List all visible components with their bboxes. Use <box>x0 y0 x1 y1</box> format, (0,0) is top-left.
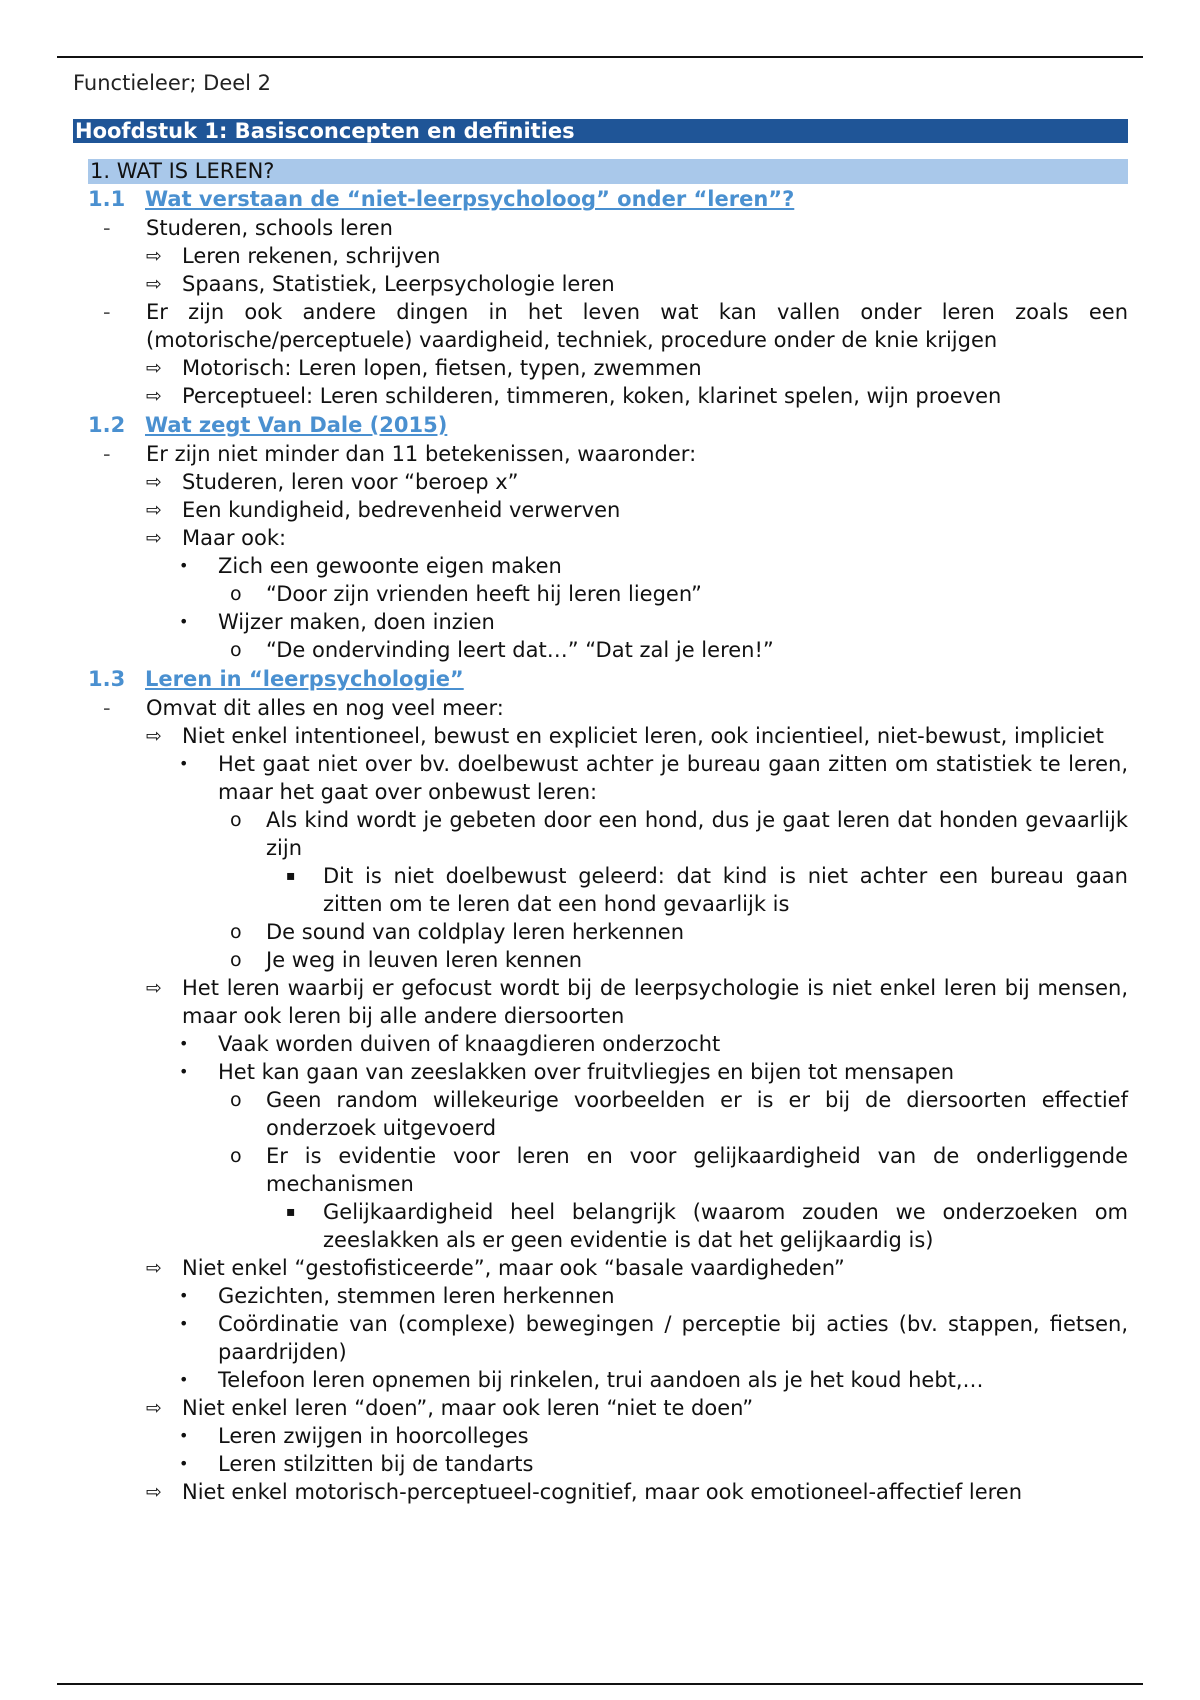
list-item: o Je weg in leuven leren kennen <box>230 948 583 972</box>
subsection-heading-1-3 <box>88 664 1128 694</box>
subsection-number: 1.3 <box>88 667 126 691</box>
dash-marker: - <box>103 696 111 720</box>
list-item: ⇨ Leren rekenen, schrijven <box>146 244 441 268</box>
bullet-marker: • <box>179 754 189 773</box>
bullet-marker: • <box>179 1454 189 1473</box>
arrow-icon: ⇨ <box>146 1397 162 1419</box>
list-item: ▪ Gelijkaardigheid heel belangrijk (waarom zouden we onderzoeken om zeeslakken als er geen evidentie is dat het gelijkaardig is) <box>286 1200 1128 1252</box>
document-header: Functieleer; Deel 2 <box>73 71 272 95</box>
subsection-number: 1.2 <box>88 413 126 437</box>
list-item: • Leren stilzitten bij de tandarts <box>179 1452 534 1476</box>
subsection-title: Leren in “leerpsychologie” <box>145 667 464 691</box>
list-item: - Studeren, schools leren <box>103 216 393 240</box>
subsection-title: Wat zegt Van Dale (2015) <box>145 413 448 437</box>
square-marker: ▪ <box>286 868 296 884</box>
bullet-marker: • <box>179 556 189 575</box>
list-item: o Geen random willekeurige voorbeelden er is er bij de diersoorten effectief onderzoek uitgevoerd <box>230 1088 1128 1140</box>
list-item: • Wijzer maken, doen inzien <box>179 610 495 634</box>
arrow-icon: ⇨ <box>146 357 162 379</box>
list-item: ⇨ Een kundigheid, bedrevenheid verwerven <box>146 498 621 522</box>
bottom-rule <box>57 1683 1143 1685</box>
bullet-marker: • <box>179 1034 189 1053</box>
bullet-marker: • <box>179 1062 189 1081</box>
list-item: - Er zijn niet minder dan 11 betekenissen, waaronder: <box>103 442 697 466</box>
list-item: ⇨ Niet enkel “gestofisticeerde”, maar ook “basale vaardigheden” <box>146 1256 845 1280</box>
arrow-icon: ⇨ <box>146 1257 162 1279</box>
list-item: ⇨ Niet enkel motorisch-perceptueel-cognitief, maar ook emotioneel-affectief leren <box>146 1480 1023 1504</box>
top-rule <box>57 56 1143 58</box>
subsection-number: 1.1 <box>88 187 126 211</box>
arrow-icon: ⇨ <box>146 385 162 407</box>
circle-marker: o <box>230 1145 242 1167</box>
bullet-marker: • <box>179 612 189 631</box>
section-heading: 1. WAT IS LEREN? <box>88 159 1128 184</box>
list-item: ⇨ Spaans, Statistiek, Leerpsychologie leren <box>146 272 615 296</box>
list-item: - Er zijn ook andere dingen in het leven wat kan vallen onder leren zoals een (motorische/perceptuele) vaardigheid, techniek, procedure onder de knie krijgen <box>103 300 1128 352</box>
circle-marker: o <box>230 639 242 661</box>
chapter-heading: Hoofdstuk 1: Basisconcepten en definities <box>73 119 1128 143</box>
circle-marker: o <box>230 1089 242 1111</box>
dash-marker: - <box>103 216 111 240</box>
square-marker: ▪ <box>286 1204 296 1220</box>
list-item: o De sound van coldplay leren herkennen <box>230 920 685 944</box>
arrow-icon: ⇨ <box>146 499 162 521</box>
subsection-heading-1-2 <box>88 410 1128 440</box>
list-item: o “De ondervinding leert dat…” “Dat zal je leren!” <box>230 638 774 662</box>
list-item: • Vaak worden duiven of knaagdieren onderzocht <box>179 1032 721 1056</box>
list-item: • Leren zwijgen in hoorcolleges <box>179 1424 529 1448</box>
arrow-icon: ⇨ <box>146 273 162 295</box>
list-item: ⇨ Het leren waarbij er gefocust wordt bij de leerpsychologie is niet enkel leren bij mensen, maar ook leren bij alle andere diersoorten <box>146 976 1128 1028</box>
list-item: ⇨ Niet enkel intentioneel, bewust en expliciet leren, ook incientieel, niet-bewust, impliciet <box>146 724 1104 748</box>
list-item: o “Door zijn vrienden heeft hij leren liegen” <box>230 582 702 606</box>
list-item: ▪ Dit is niet doelbewust geleerd: dat kind is niet achter een bureau gaan zitten om te leren dat een hond gevaarlijk is <box>286 864 1128 916</box>
arrow-icon: ⇨ <box>146 977 162 999</box>
list-item: ⇨ Perceptueel: Leren schilderen, timmeren, koken, klarinet spelen, wijn proeven <box>146 384 1002 408</box>
list-item: o Er is evidentie voor leren en voor gelijkaardigheid van de onderliggende mechanismen <box>230 1144 1128 1196</box>
list-item: ⇨ Studeren, leren voor “beroep x” <box>146 470 519 494</box>
list-item: o Als kind wordt je gebeten door een hond, dus je gaat leren dat honden gevaarlijk zijn <box>230 808 1128 860</box>
list-item: • Zich een gewoonte eigen maken <box>179 554 562 578</box>
arrow-icon: ⇨ <box>146 527 162 549</box>
bullet-marker: • <box>179 1314 189 1333</box>
arrow-icon: ⇨ <box>146 1481 162 1503</box>
bullet-marker: • <box>179 1370 189 1389</box>
dash-marker: - <box>103 300 111 324</box>
list-item: • Het kan gaan van zeeslakken over fruitvliegjes en bijen tot mensapen <box>179 1060 955 1084</box>
subsection-heading-1-1 <box>88 184 1128 214</box>
list-item: • Gezichten, stemmen leren herkennen <box>179 1284 615 1308</box>
list-item: ⇨ Motorisch: Leren lopen, fietsen, typen, zwemmen <box>146 356 702 380</box>
subsection-title: Wat verstaan de “niet-leerpsycholoog” onder “leren”? <box>145 187 795 211</box>
document-body <box>73 119 1128 1506</box>
list-item: • Het gaat niet over bv. doelbewust achter je bureau gaan zitten om statistiek te leren, maar het gaat over onbewust leren: <box>179 752 1128 804</box>
list-item: • Telefoon leren opnemen bij rinkelen, trui aandoen als je het koud hebt,… <box>179 1368 984 1392</box>
bullet-marker: • <box>179 1426 189 1445</box>
list-item: • Coördinatie van (complexe) bewegingen / perceptie bij acties (bv. stappen, fietsen, paardrijden) <box>179 1312 1128 1364</box>
list-item: ⇨ Niet enkel leren “doen”, maar ook leren “niet te doen” <box>146 1396 754 1420</box>
arrow-icon: ⇨ <box>146 245 162 267</box>
arrow-icon: ⇨ <box>146 471 162 493</box>
circle-marker: o <box>230 583 242 605</box>
list-item: - Omvat dit alles en nog veel meer: <box>103 696 504 720</box>
list-item: ⇨ Maar ook: <box>146 526 287 550</box>
circle-marker: o <box>230 809 242 831</box>
circle-marker: o <box>230 949 242 971</box>
arrow-icon: ⇨ <box>146 725 162 747</box>
dash-marker: - <box>103 442 111 466</box>
bullet-marker: • <box>179 1286 189 1305</box>
circle-marker: o <box>230 921 242 943</box>
